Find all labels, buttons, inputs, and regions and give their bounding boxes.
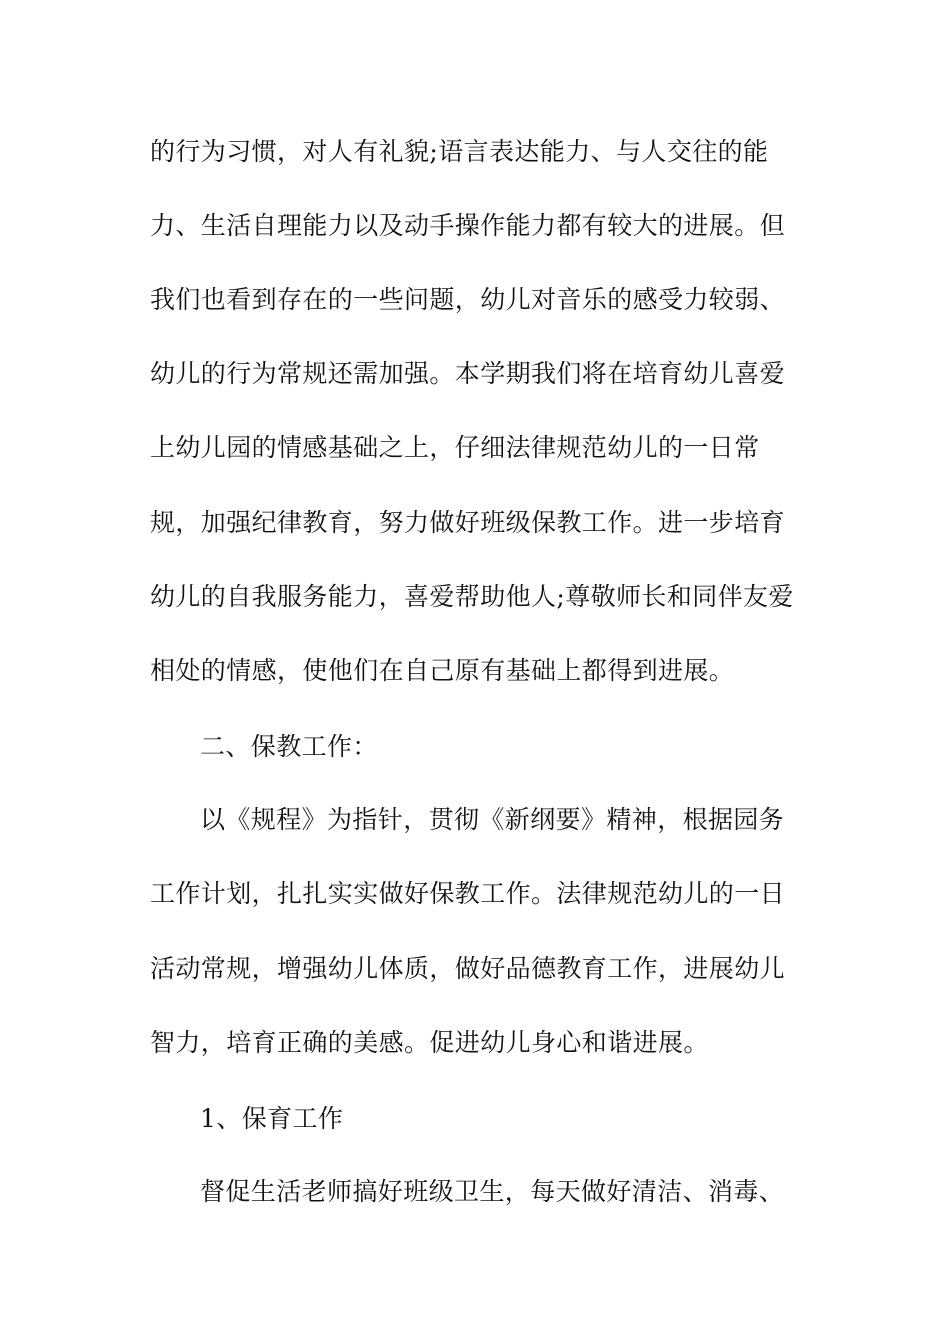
section-heading: 二、保教工作：: [200, 732, 378, 761]
text-line: 我们也看到存在的一些问题，幼儿对音乐的感受力较弱、: [150, 285, 786, 314]
text-line: 活动常规，增强幼儿体质，做好品德教育工作，进展幼儿: [150, 954, 786, 983]
text-line: 幼儿的行为常规还需加强。本学期我们将在培育幼儿喜爱: [150, 359, 786, 388]
text-line: 相处的情感，使他们在自己原有基础上都得到进展。: [150, 656, 735, 685]
paragraph-start: 督促生活老师搞好班级卫生，每天做好清洁、消毒、: [200, 1177, 785, 1206]
text-line: 上幼儿园的情感基础之上，仔细法律规范幼儿的一日常: [150, 433, 760, 462]
text-line: 智力，培育正确的美感。促进幼儿身心和谐进展。: [150, 1028, 709, 1057]
text-line: 的行为习惯，对人有礼貌;语言表达能力、与人交往的能: [150, 137, 769, 166]
text-line: 工作计划，扎扎实实做好保教工作。法律规范幼儿的一日: [150, 879, 786, 908]
text-line: 规，加强纪律教育，努力做好班级保教工作。进一步培育: [150, 508, 786, 537]
text-line: 幼儿的自我服务能力，喜爱帮助他人;尊敬师长和同伴友爱: [150, 582, 794, 611]
text-line: 力、生活自理能力以及动手操作能力都有较大的进展。但: [150, 211, 786, 240]
subsection-heading: 1、保育工作: [200, 1104, 344, 1133]
paragraph-start: 以《规程》为指针，贯彻《新纲要》精神，根据园务: [200, 805, 785, 834]
